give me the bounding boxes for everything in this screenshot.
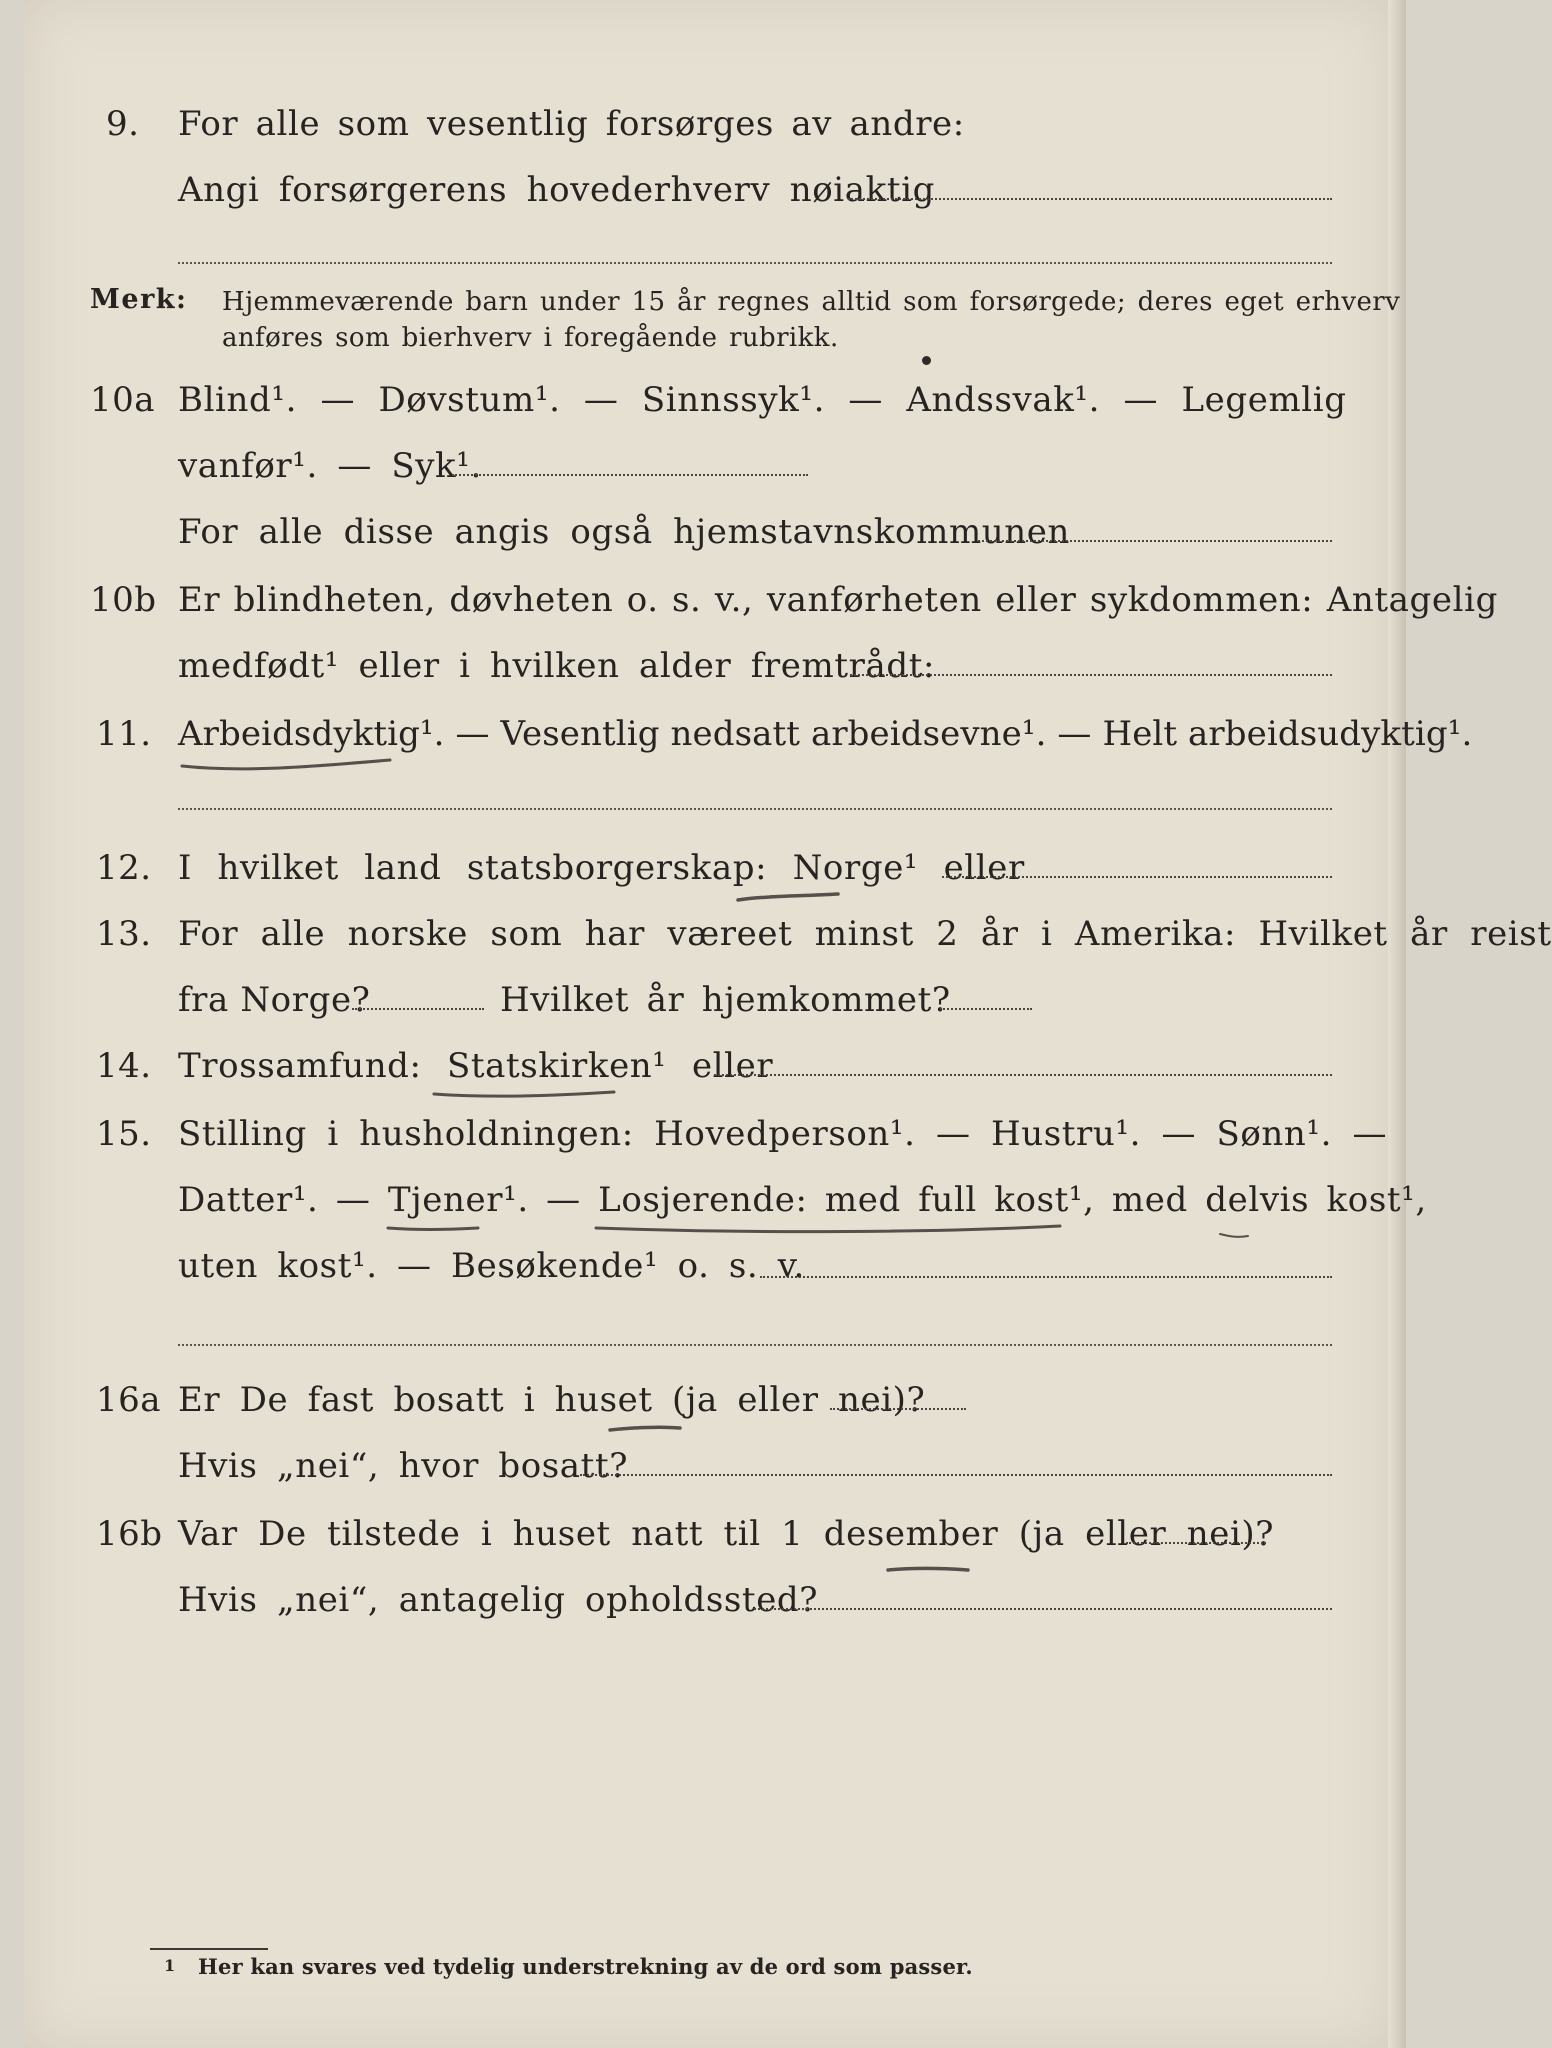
q9-answer-line[interactable] — [848, 198, 1332, 200]
q16b-pencil-underline — [884, 1562, 974, 1578]
q16b-line1: Var De tilstede i huset natt til 1 desember (ja eller nei)? — [178, 1514, 1275, 1554]
q10a-number: 10a — [90, 380, 156, 420]
footnote-text: Her kan svares ved tydelig understrekning av de ord som passer. — [198, 1954, 973, 1979]
q16a-residence-answer-line[interactable] — [580, 1474, 1332, 1476]
q11-extra-answer-line[interactable] — [178, 808, 1332, 810]
q16a-line1: Er De fast bosatt i huset (ja eller nei)? — [178, 1380, 926, 1420]
q16b-answer-line[interactable] — [1126, 1542, 1266, 1544]
q15-answer-line[interactable] — [760, 1276, 1332, 1278]
q9-extra-answer-line[interactable] — [178, 262, 1332, 264]
q14-number: 14. — [96, 1046, 152, 1086]
q9-line1: For alle som vesentlig forsørges av andre: — [178, 104, 965, 144]
q10b-answer-line[interactable] — [850, 674, 1332, 676]
q10b-line1: Er blindheten, døvheten o. s. v., vanførheten eller sykdommen: Antagelig — [178, 580, 1498, 620]
q16a-number: 16a — [96, 1380, 162, 1420]
q9-number: 9. — [106, 104, 140, 144]
q12-line1: I hvilket land statsborgerskap: Norge¹ eller — [178, 848, 1025, 888]
q10a-sick-answer-line[interactable] — [452, 474, 808, 476]
q15-pencil-underlines — [384, 1212, 1464, 1246]
q12-number: 12. — [96, 848, 152, 888]
q11-pencil-underline — [178, 752, 398, 776]
q10a-municipality-answer-line[interactable] — [978, 540, 1332, 542]
q12-pencil-underline — [734, 888, 844, 908]
q10b-number: 10b — [90, 580, 157, 620]
q13-line1: For alle norske som har væreet minst 2 år i Amerika: Hvilket år reist — [178, 914, 1552, 954]
q15-line1: Stilling i husholdningen: Hovedperson¹. — Hustru¹. — Sønn¹. — — [178, 1114, 1388, 1154]
q13-left-year-answer-line[interactable] — [352, 1008, 484, 1010]
footnote-rule — [150, 1948, 268, 1950]
q15-number: 15. — [96, 1114, 152, 1154]
q15-extra-answer-line[interactable] — [178, 1344, 1332, 1346]
merk-line1: Hjemmeværende barn under 15 år regnes alltid som forsørgede; deres eget erhverv — [222, 287, 1401, 317]
pencil-dot-mark — [922, 356, 931, 365]
q13-line2b: Hvilket år hjemkommet? — [500, 980, 951, 1020]
q15-line3: uten kost¹. — Besøkende¹ o. s. v. — [178, 1246, 805, 1286]
merk-label: Merk: — [90, 284, 188, 315]
q10b-line2: medfødt¹ eller i hvilken alder fremtrådt: — [178, 646, 936, 686]
q14-line1: Trossamfund: Statskirken¹ eller — [178, 1046, 774, 1086]
q11-line1: Arbeidsdyktig¹. — Vesentlig nedsatt arbeidsevne¹. — Helt arbeidsudyktig¹. — [178, 714, 1473, 754]
q16a-pencil-underline — [606, 1420, 686, 1438]
q9-line2: Angi forsørgerens hovederhverv nøiaktig — [178, 170, 935, 210]
q10a-line1: Blind¹. — Døvstum¹. — Sinnssyk¹. — Andssvak¹. — Legemlig — [178, 380, 1347, 420]
q16a-line2: Hvis „nei“, hvor bosatt? — [178, 1446, 629, 1486]
q13-line2a: fra Norge? — [178, 980, 371, 1020]
q11-number: 11. — [96, 714, 152, 754]
q10a-line2: vanfør¹. — Syk¹. — [178, 446, 482, 486]
q16b-whereabouts-answer-line[interactable] — [754, 1608, 1332, 1610]
footnote-marker: 1 — [164, 1956, 176, 1975]
q16a-answer-line[interactable] — [830, 1408, 966, 1410]
q14-pencil-underline — [430, 1086, 620, 1104]
q12-answer-line[interactable] — [942, 876, 1332, 878]
q10a-line3: For alle disse angis også hjemstavnskommunen — [178, 512, 1070, 552]
q13-number: 13. — [96, 914, 152, 954]
q16b-line2: Hvis „nei“, antagelig opholdssted? — [178, 1580, 819, 1620]
q13-return-year-answer-line[interactable] — [940, 1008, 1032, 1010]
q15-line2: Datter¹. — Tjener¹. — Losjerende: med full kost¹, med delvis kost¹, — [178, 1180, 1427, 1220]
q14-answer-line[interactable] — [714, 1074, 1332, 1076]
merk-line2: anføres som bierhverv i foregående rubrikk. — [222, 323, 839, 353]
q16b-number: 16b — [96, 1514, 163, 1554]
